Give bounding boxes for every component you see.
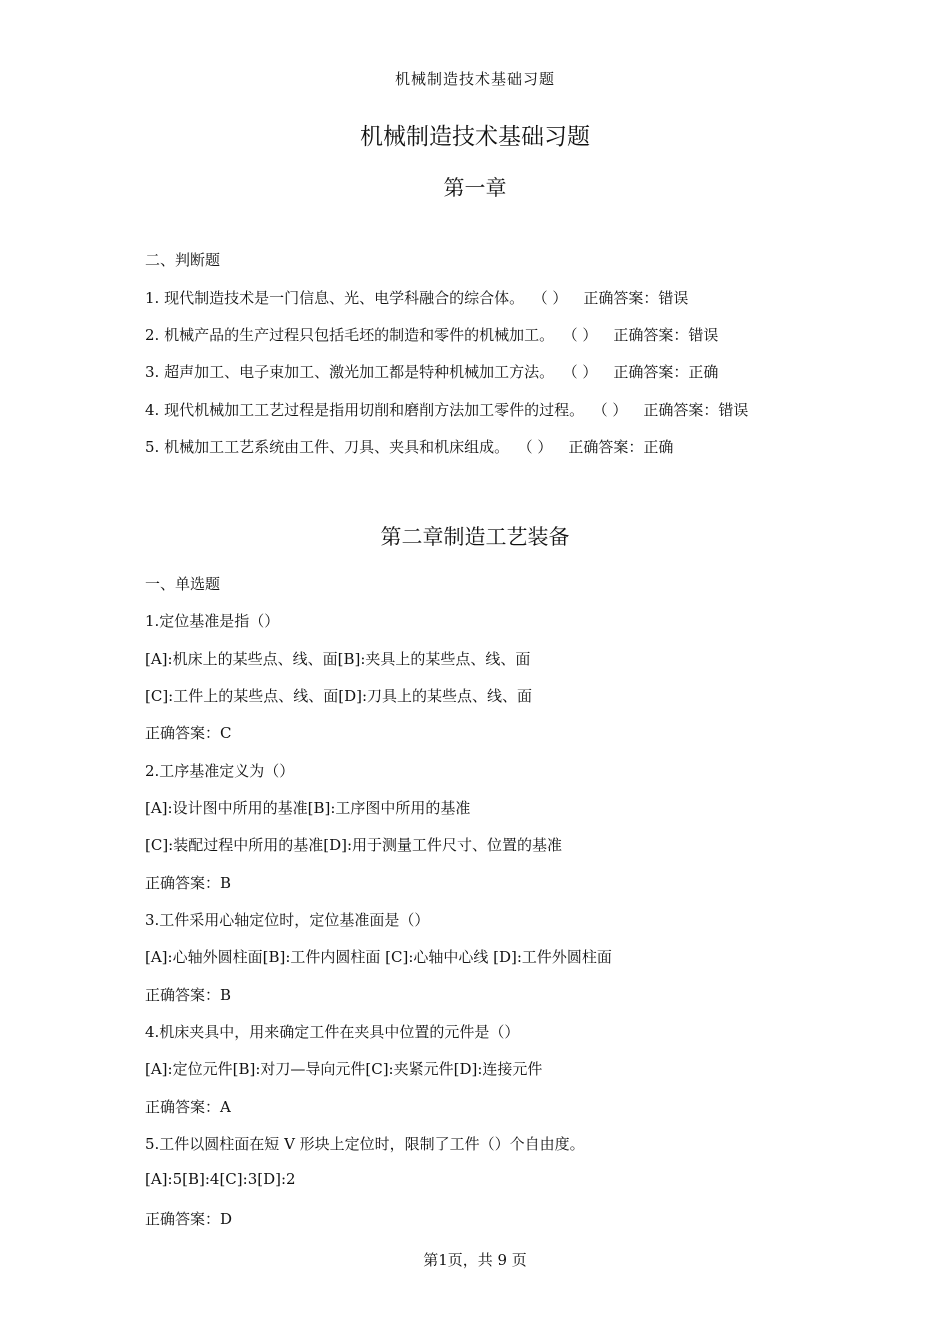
option-line: [A]:设计图中所用的基准[B]:工序图中所用的基准 xyxy=(145,799,471,817)
judgement-item xyxy=(145,399,748,420)
answer-blank: （ ） xyxy=(540,289,568,307)
correct-answer: 正确答案：正确 xyxy=(568,438,674,456)
answer-blank: （ ） xyxy=(525,438,553,456)
correct-answer: 正确答案：D xyxy=(145,1210,233,1228)
correct-answer: 正确答案：错误 xyxy=(613,326,719,344)
answer-blank: （ ） xyxy=(570,363,598,381)
question-text: 1. 现代制造技术是一门信息、光、电学科融合的综合体。 xyxy=(145,289,525,307)
correct-answer: 正确答案：B xyxy=(145,874,232,892)
question-text: 5.工件以圆柱面在短 V 形块上定位时，限制了工件（）个自由度。 xyxy=(145,1135,585,1153)
option-line: [A]:机床上的某些点、线、面[B]:夹具上的某些点、线、面 xyxy=(145,650,531,668)
correct-answer: 正确答案：错误 xyxy=(583,289,689,307)
answer-blank: （ ） xyxy=(570,326,598,344)
question-text: 3.工件采用心轴定位时，定位基准面是（） xyxy=(145,911,430,929)
option-line: [C]:工件上的某些点、线、面[D]:刀具上的某些点、线、面 xyxy=(145,687,533,705)
question-text: 5. 机械加工工艺系统由工件、刀具、夹具和机床组成。 xyxy=(145,438,510,456)
page-footer: 第1页，共 9 页 xyxy=(423,1251,527,1269)
question-text: 2.工序基准定义为（） xyxy=(145,762,295,780)
chapter2-section-heading: 一、单选题 xyxy=(145,575,221,593)
question-text: 4. 现代机械加工工艺过程是指用切削和磨削方法加工零件的过程。 xyxy=(145,401,585,419)
correct-answer: 正确答案：A xyxy=(145,1098,231,1116)
judgement-item xyxy=(145,436,673,457)
option-line: [A]:定位元件[B]:对刀—导向元件[C]:夹紧元件[D]:连接元件 xyxy=(145,1060,543,1078)
question-text: 4.机床夹具中，用来确定工件在夹具中位置的元件是（） xyxy=(145,1023,520,1041)
correct-answer: 正确答案：B xyxy=(145,986,232,1004)
judgement-item xyxy=(145,361,718,382)
chapter2-title: 第二章制造工艺装备 xyxy=(380,525,570,549)
correct-answer: 正确答案：正确 xyxy=(613,363,719,381)
chapter1-title: 第一章 xyxy=(443,176,507,200)
option-line: [A]:5[B]:4[C]:3[D]:2 xyxy=(145,1170,296,1188)
correct-answer: 正确答案：错误 xyxy=(643,401,749,419)
correct-answer: 正确答案：C xyxy=(145,724,232,742)
option-line: [A]:心轴外圆柱面[B]:工件内圆柱面 [C]:心轴中心线 [D]:工件外圆柱面 xyxy=(145,948,612,966)
judgement-item xyxy=(145,324,718,345)
question-text: 3. 超声加工、电子束加工、激光加工都是特种机械加工方法。 xyxy=(145,363,555,381)
answer-blank: （ ） xyxy=(600,401,628,419)
document-title: 机械制造技术基础习题 xyxy=(360,124,590,150)
option-line: [C]:装配过程中所用的基准[D]:用于测量工件尺寸、位置的基准 xyxy=(145,836,563,854)
chapter1-section-heading: 二、判断题 xyxy=(145,251,221,269)
question-text: 2. 机械产品的生产过程只包括毛坯的制造和零件的机械加工。 xyxy=(145,326,555,344)
page-header: 机械制造技术基础习题 xyxy=(394,70,555,88)
question-text: 1.定位基准是指（） xyxy=(145,612,280,630)
judgement-item xyxy=(145,287,688,308)
